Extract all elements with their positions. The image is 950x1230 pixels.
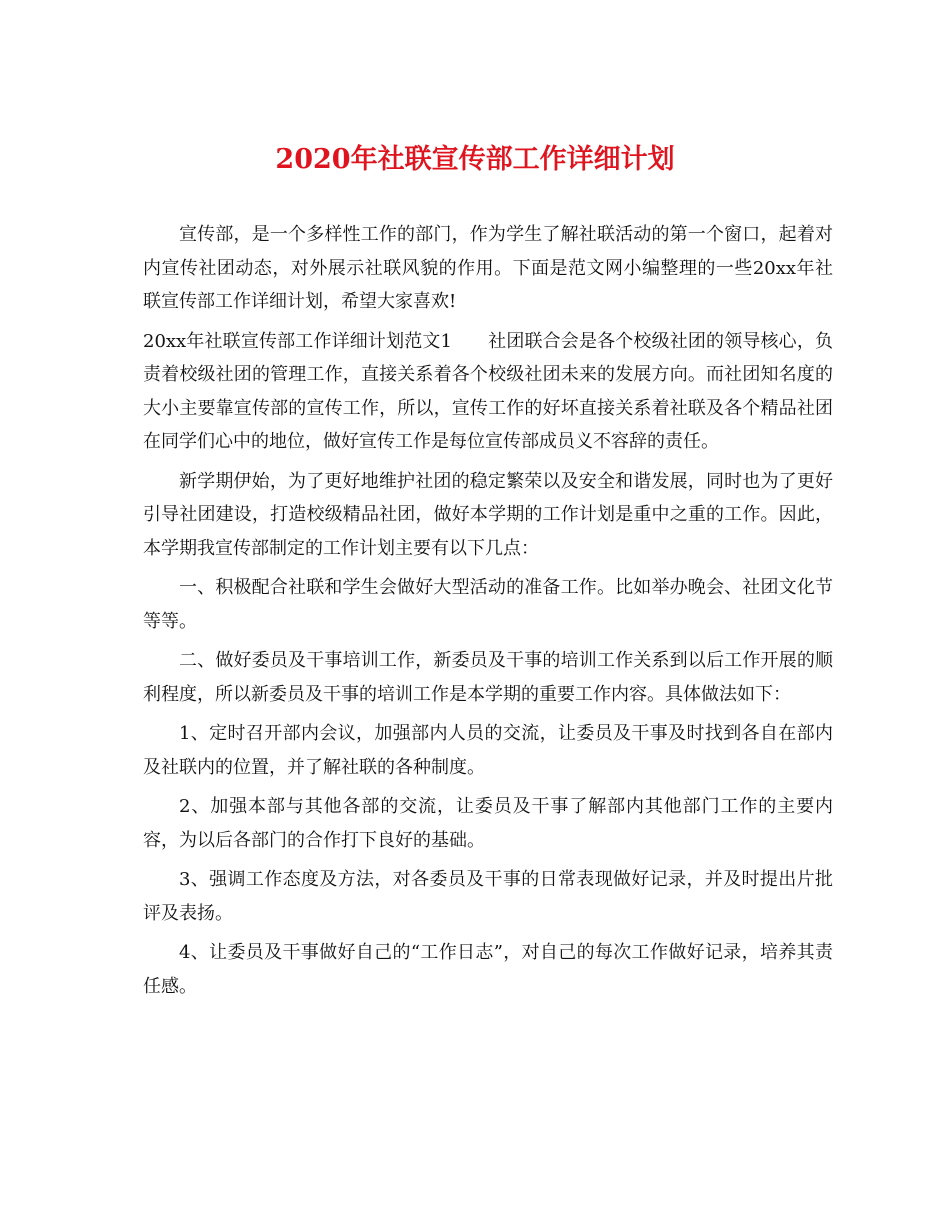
paragraph-item-3: 3、强调工作态度及方法，对各委员及干事的日常表现做好记录，并及时提出片批评及表扬。 <box>143 869 833 924</box>
sample-heading: 20xx年社联宣传部工作详细计划范文1 <box>143 330 453 352</box>
paragraph-point-2: 二、做好委员及干事培训工作，新委员及干事的培训工作关系到以后工作开展的顺利程度，所以新委员及干事的培训工作是本学期的重要工作内容。具体做法如下： <box>143 650 833 705</box>
paragraph-item-1: 1、定时召开部内会议，加强部内人员的交流，让委员及干事及时找到各自在部内及社联内的位置，并了解社联的各种制度。 <box>143 723 833 778</box>
paragraph-intro: 宣传部，是一个多样性工作的部门，作为学生了解社联活动的第一个窗口，起着对内宣传社团动态，对外展示社联风貌的作用。下面是范文网小编整理的一些20xx年社联宣传部工作详细计划，希望大家喜欢! <box>143 224 833 312</box>
document-body <box>143 218 833 1009</box>
paragraph-point-1: 一、积极配合社联和学生会做好大型活动的准备工作。比如举办晚会、社团文化节等等。 <box>143 577 833 632</box>
paragraph-sample-1 <box>143 325 833 459</box>
page-title: 2020年社联宣传部工作详细计划 <box>275 144 675 175</box>
paragraph-item-4: 4、让委员及干事做好自己的“工作日志”，对自己的每次工作做好记录，培养其责任感。 <box>143 942 833 997</box>
sample-text: 社团联合会是各个校级社团的领导核心，负责着校级社团的管理工作，直接关系着各个校级社团未来的发展方向。而社团知名度的大小主要靠宣传部的宣传工作，所以，宣传工作的好坏直接关系着社联及各个精品社团在同学们心中的地位，做好宣传工作是每位宣传部成员义不容辞的责任。 <box>143 330 833 452</box>
paragraph-item-2: 2、加强本部与其他各部的交流，让委员及干事了解部内其他部门工作的主要内容，为以后各部门的合作打下良好的基础。 <box>143 796 833 851</box>
paragraph-semester: 新学期伊始，为了更好地维护社团的稳定繁荣以及安全和谐发展，同时也为了更好引导社团建设，打造校级精品社团，做好本学期的工作计划是重中之重的工作。因此，本学期我宣传部制定的工作计划主要有以下几点： <box>143 470 833 559</box>
